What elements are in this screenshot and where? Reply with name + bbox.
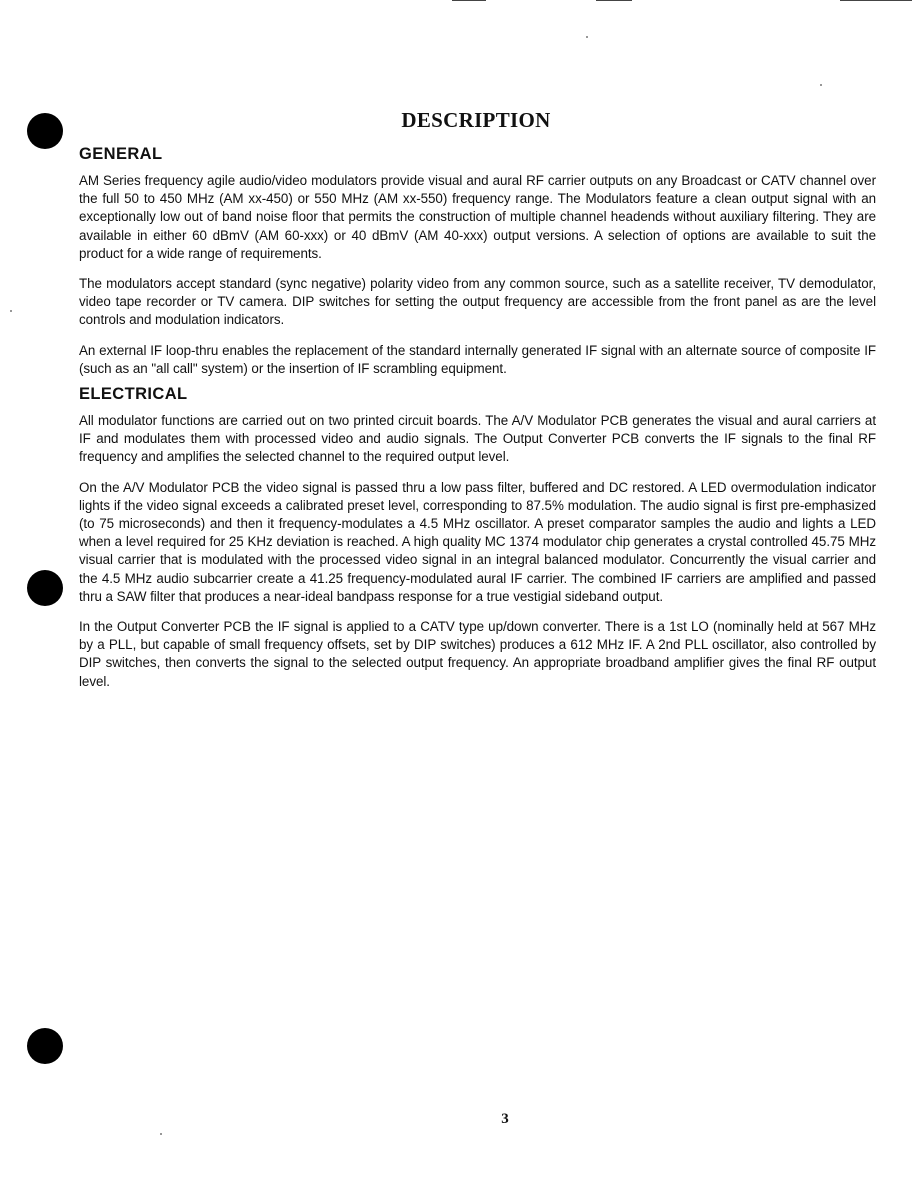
scan-speck <box>820 84 822 86</box>
scan-edge-line <box>452 0 486 1</box>
section-electrical <box>79 384 876 691</box>
scan-edge-line <box>840 0 912 1</box>
section-general <box>79 144 876 378</box>
general-paragraph-3: An external IF loop-thru enables the replacement of the standard internally generated IF signal with an alternate source of composite IF (such as an "all call" system) or the insertion of IF scrambling equipment. <box>79 342 876 376</box>
electrical-paragraph-3: In the Output Converter PCB the IF signal is applied to a CATV type up/down converter. There is a 1st LO (nominally held at 567 MHz by a PLL, but capable of small frequency offsets, set by DIP switches) produces a 612 MHz IF. A 2nd PLL oscillator, also controlled by DIP switches, then converts the signal to the selected output frequency. An appropriate broadband amplifier gives the final RF output level. <box>79 619 876 689</box>
page-number: 3 <box>501 1111 509 1127</box>
page-title: DESCRIPTION <box>401 108 551 132</box>
punch-hole-bottom <box>27 1028 63 1064</box>
page-body <box>79 144 876 703</box>
scan-speck <box>10 310 12 312</box>
electrical-paragraph-1: All modulator functions are carried out on two printed circuit boards. The A/V Modulator PCB generates the visual and aural carriers at IF and modulates them with processed video and audio signals. The Output Converter PCB converts the IF signals to the final RF frequency and amplifies the selected channel to the required output level. <box>79 413 876 465</box>
scan-edge-line <box>596 0 632 1</box>
section-heading-general: GENERAL <box>79 145 163 163</box>
punch-hole-middle <box>27 570 63 606</box>
scan-speck <box>586 36 588 38</box>
electrical-paragraph-2: On the A/V Modulator PCB the video signal is passed thru a low pass filter, buffered and DC restored. A LED overmodulation indicator lights if the video signal exceeds a calibrated preset level, corresponding to 87.5% modulation. The audio signal is first pre-emphasized (to 75 microseconds) and then it frequency-modulates a 4.5 MHz oscillator. A preset comparator samples the audio and lights a LED when a level required for 25 KHz deviation is reached. A high quality MC 1374 modulator chip generates a crystal controlled 45.75 MHz visual carrier that is modulated with the processed video signal in an integral balanced modulator. Concurrently the visual carrier and the 4.5 MHz audio subcarrier create a 41.25 frequency-modulated aural IF carrier. The combined IF carriers are amplified and passed thru a SAW filter that produces a near-ideal bandpass response for a true vestigial sideband output. <box>79 479 876 604</box>
general-paragraph-2: The modulators accept standard (sync negative) polarity video from any common source, such as a satellite receiver, TV demodulator, video tape recorder or TV camera. DIP switches for setting the output frequency are accessible from the front panel as are the level controls and modulation indicators. <box>79 276 876 328</box>
general-paragraph-1: AM Series frequency agile audio/video modulators provide visual and aural RF carrier outputs on any Broadcast or CATV channel over the full 50 to 450 MHz (AM xx-450) or 550 MHz (AM xx-550) frequency range. The Modulators feature a clean output signal with an exceptionally low out of band noise floor that permits the construction of multiple channel headends without auxiliary filtering. They are available in either 60 dBmV (AM 60-xxx) or 40 dBmV (AM 40-xxx) output versions. A selection of options are available to suit the product for a wide range of requirements. <box>79 173 876 261</box>
section-heading-electrical: ELECTRICAL <box>79 385 188 404</box>
scan-speck <box>160 1133 162 1135</box>
